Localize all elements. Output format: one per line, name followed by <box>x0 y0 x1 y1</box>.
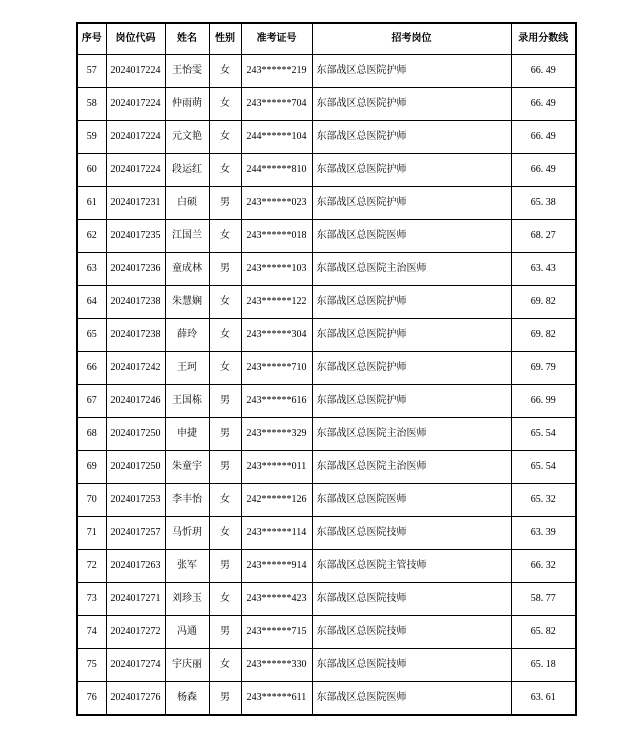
table-cell: 男 <box>209 550 241 583</box>
table-cell: 68. 27 <box>511 220 576 253</box>
table-cell: 242******126 <box>241 484 312 517</box>
table-row <box>77 55 576 88</box>
table-cell: 66. 49 <box>511 55 576 88</box>
table-row <box>77 121 576 154</box>
table-cell: 61 <box>77 187 106 220</box>
table-cell: 2024017224 <box>106 55 165 88</box>
table-cell: 女 <box>209 319 241 352</box>
header-cell: 录用分数线 <box>511 23 576 55</box>
table-cell: 男 <box>209 682 241 716</box>
table-cell: 男 <box>209 385 241 418</box>
table-cell: 2024017250 <box>106 418 165 451</box>
table-cell: 女 <box>209 220 241 253</box>
table-cell: 63. 43 <box>511 253 576 286</box>
table-cell: 243******114 <box>241 517 312 550</box>
table-cell: 65. 38 <box>511 187 576 220</box>
table-cell: 67 <box>77 385 106 418</box>
table-body <box>77 55 576 716</box>
table-cell: 69. 82 <box>511 286 576 319</box>
table-cell: 243******103 <box>241 253 312 286</box>
score-table <box>76 22 577 716</box>
table-cell: 东部战区总医院护师 <box>312 187 511 220</box>
table-cell: 2024017253 <box>106 484 165 517</box>
table-row <box>77 550 576 583</box>
table-cell: 薛玲 <box>165 319 209 352</box>
table-cell: 73 <box>77 583 106 616</box>
table-cell: 2024017238 <box>106 319 165 352</box>
table-cell: 童成林 <box>165 253 209 286</box>
table-cell: 王怡雯 <box>165 55 209 88</box>
table-cell: 2024017263 <box>106 550 165 583</box>
table-cell: 2024017236 <box>106 253 165 286</box>
table-cell: 244******810 <box>241 154 312 187</box>
table-cell: 66. 32 <box>511 550 576 583</box>
table-cell: 白硕 <box>165 187 209 220</box>
table-cell: 65. 32 <box>511 484 576 517</box>
table-cell: 冯通 <box>165 616 209 649</box>
table-row <box>77 352 576 385</box>
table-cell: 东部战区总医院护师 <box>312 121 511 154</box>
table-cell: 杨森 <box>165 682 209 716</box>
table-cell: 2024017276 <box>106 682 165 716</box>
table-cell: 66 <box>77 352 106 385</box>
header-cell: 招考岗位 <box>312 23 511 55</box>
table-cell: 71 <box>77 517 106 550</box>
table-row <box>77 682 576 716</box>
table-cell: 女 <box>209 286 241 319</box>
table-cell: 244******104 <box>241 121 312 154</box>
table-cell: 男 <box>209 253 241 286</box>
table-cell: 男 <box>209 418 241 451</box>
table-cell: 东部战区总医院技师 <box>312 583 511 616</box>
table-cell: 69. 82 <box>511 319 576 352</box>
table-cell: 75 <box>77 649 106 682</box>
table-cell: 60 <box>77 154 106 187</box>
table-cell: 东部战区总医院护师 <box>312 88 511 121</box>
table-cell: 76 <box>77 682 106 716</box>
table-row <box>77 583 576 616</box>
table-cell: 65 <box>77 319 106 352</box>
table-cell: 女 <box>209 88 241 121</box>
table-cell: 2024017257 <box>106 517 165 550</box>
table-cell: 王国栋 <box>165 385 209 418</box>
table-cell: 女 <box>209 55 241 88</box>
table-cell: 243******023 <box>241 187 312 220</box>
table-cell: 申捷 <box>165 418 209 451</box>
table-cell: 2024017246 <box>106 385 165 418</box>
table-cell: 74 <box>77 616 106 649</box>
table-cell: 张军 <box>165 550 209 583</box>
table-cell: 66. 99 <box>511 385 576 418</box>
table-cell: 243******715 <box>241 616 312 649</box>
table-cell: 东部战区总医院医师 <box>312 682 511 716</box>
table-cell: 女 <box>209 649 241 682</box>
table-cell: 243******122 <box>241 286 312 319</box>
table-cell: 东部战区总医院主治医师 <box>312 253 511 286</box>
table-row <box>77 484 576 517</box>
table-cell: 243******704 <box>241 88 312 121</box>
table-cell: 243******423 <box>241 583 312 616</box>
table-cell: 东部战区总医院护师 <box>312 55 511 88</box>
table-cell: 东部战区总医院技师 <box>312 517 511 550</box>
table-cell: 女 <box>209 583 241 616</box>
header-cell: 岗位代码 <box>106 23 165 55</box>
table-cell: 东部战区总医院主治医师 <box>312 418 511 451</box>
table-cell: 女 <box>209 352 241 385</box>
table-cell: 男 <box>209 451 241 484</box>
table-cell: 女 <box>209 154 241 187</box>
table-cell: 东部战区总医院护师 <box>312 385 511 418</box>
table-row <box>77 286 576 319</box>
table-cell: 2024017224 <box>106 121 165 154</box>
table-cell: 243******219 <box>241 55 312 88</box>
table-cell: 243******329 <box>241 418 312 451</box>
table-cell: 马忻玥 <box>165 517 209 550</box>
table-cell: 2024017238 <box>106 286 165 319</box>
table-cell: 2024017274 <box>106 649 165 682</box>
table-cell: 58 <box>77 88 106 121</box>
table-cell: 57 <box>77 55 106 88</box>
header-cell: 准考证号 <box>241 23 312 55</box>
table-cell: 2024017224 <box>106 154 165 187</box>
table-cell: 243******710 <box>241 352 312 385</box>
table-row <box>77 517 576 550</box>
table-row <box>77 154 576 187</box>
table-cell: 东部战区总医院主治医师 <box>312 451 511 484</box>
table-cell: 东部战区总医院主管技师 <box>312 550 511 583</box>
table-cell: 刘珍玉 <box>165 583 209 616</box>
table-cell: 2024017231 <box>106 187 165 220</box>
table-cell: 女 <box>209 517 241 550</box>
table-cell: 王珂 <box>165 352 209 385</box>
header-cell: 姓名 <box>165 23 209 55</box>
table-cell: 江国兰 <box>165 220 209 253</box>
table-cell: 2024017242 <box>106 352 165 385</box>
table-cell: 2024017271 <box>106 583 165 616</box>
table-row <box>77 88 576 121</box>
table-row <box>77 220 576 253</box>
table-cell: 2024017272 <box>106 616 165 649</box>
table-cell: 63. 61 <box>511 682 576 716</box>
table-cell: 男 <box>209 187 241 220</box>
table-cell: 东部战区总医院护师 <box>312 154 511 187</box>
table-cell: 女 <box>209 484 241 517</box>
table-cell: 朱童宇 <box>165 451 209 484</box>
table-cell: 东部战区总医院护师 <box>312 319 511 352</box>
table-cell: 东部战区总医院技师 <box>312 616 511 649</box>
header-cell: 性别 <box>209 23 241 55</box>
table-cell: 东部战区总医院护师 <box>312 352 511 385</box>
table-cell: 东部战区总医院医师 <box>312 484 511 517</box>
table-cell: 仲雨萌 <box>165 88 209 121</box>
table-cell: 66. 49 <box>511 88 576 121</box>
table-row <box>77 253 576 286</box>
table-cell: 63 <box>77 253 106 286</box>
table-cell: 243******611 <box>241 682 312 716</box>
table-cell: 65. 82 <box>511 616 576 649</box>
table-cell: 69 <box>77 451 106 484</box>
table-cell: 65. 18 <box>511 649 576 682</box>
table-cell: 64 <box>77 286 106 319</box>
table-cell: 2024017224 <box>106 88 165 121</box>
table-cell: 68 <box>77 418 106 451</box>
table-cell: 65. 54 <box>511 418 576 451</box>
header-row <box>77 23 576 55</box>
table-row <box>77 616 576 649</box>
table-cell: 72 <box>77 550 106 583</box>
table-cell: 宇庆丽 <box>165 649 209 682</box>
table-head <box>77 23 576 55</box>
table-cell: 东部战区总医院技师 <box>312 649 511 682</box>
table-cell: 243******011 <box>241 451 312 484</box>
table-row <box>77 187 576 220</box>
table-row <box>77 319 576 352</box>
table-cell: 男 <box>209 616 241 649</box>
table-cell: 女 <box>209 121 241 154</box>
table-cell: 243******330 <box>241 649 312 682</box>
table-cell: 朱慧娴 <box>165 286 209 319</box>
table-cell: 243******304 <box>241 319 312 352</box>
table-row <box>77 385 576 418</box>
table-cell: 元文艳 <box>165 121 209 154</box>
table-cell: 段运红 <box>165 154 209 187</box>
table-cell: 65. 54 <box>511 451 576 484</box>
table-cell: 243******018 <box>241 220 312 253</box>
table-cell: 63. 39 <box>511 517 576 550</box>
table-cell: 62 <box>77 220 106 253</box>
table-cell: 东部战区总医院护师 <box>312 286 511 319</box>
table-row <box>77 451 576 484</box>
table-row <box>77 418 576 451</box>
table-cell: 59 <box>77 121 106 154</box>
table-cell: 66. 49 <box>511 121 576 154</box>
table-cell: 69. 79 <box>511 352 576 385</box>
table-cell: 66. 49 <box>511 154 576 187</box>
table-row <box>77 649 576 682</box>
table-cell: 东部战区总医院医师 <box>312 220 511 253</box>
header-cell: 序号 <box>77 23 106 55</box>
table-cell: 243******616 <box>241 385 312 418</box>
table-cell: 2024017235 <box>106 220 165 253</box>
table-cell: 58. 77 <box>511 583 576 616</box>
table-cell: 李丰怡 <box>165 484 209 517</box>
table-cell: 2024017250 <box>106 451 165 484</box>
table-cell: 243******914 <box>241 550 312 583</box>
table-cell: 70 <box>77 484 106 517</box>
